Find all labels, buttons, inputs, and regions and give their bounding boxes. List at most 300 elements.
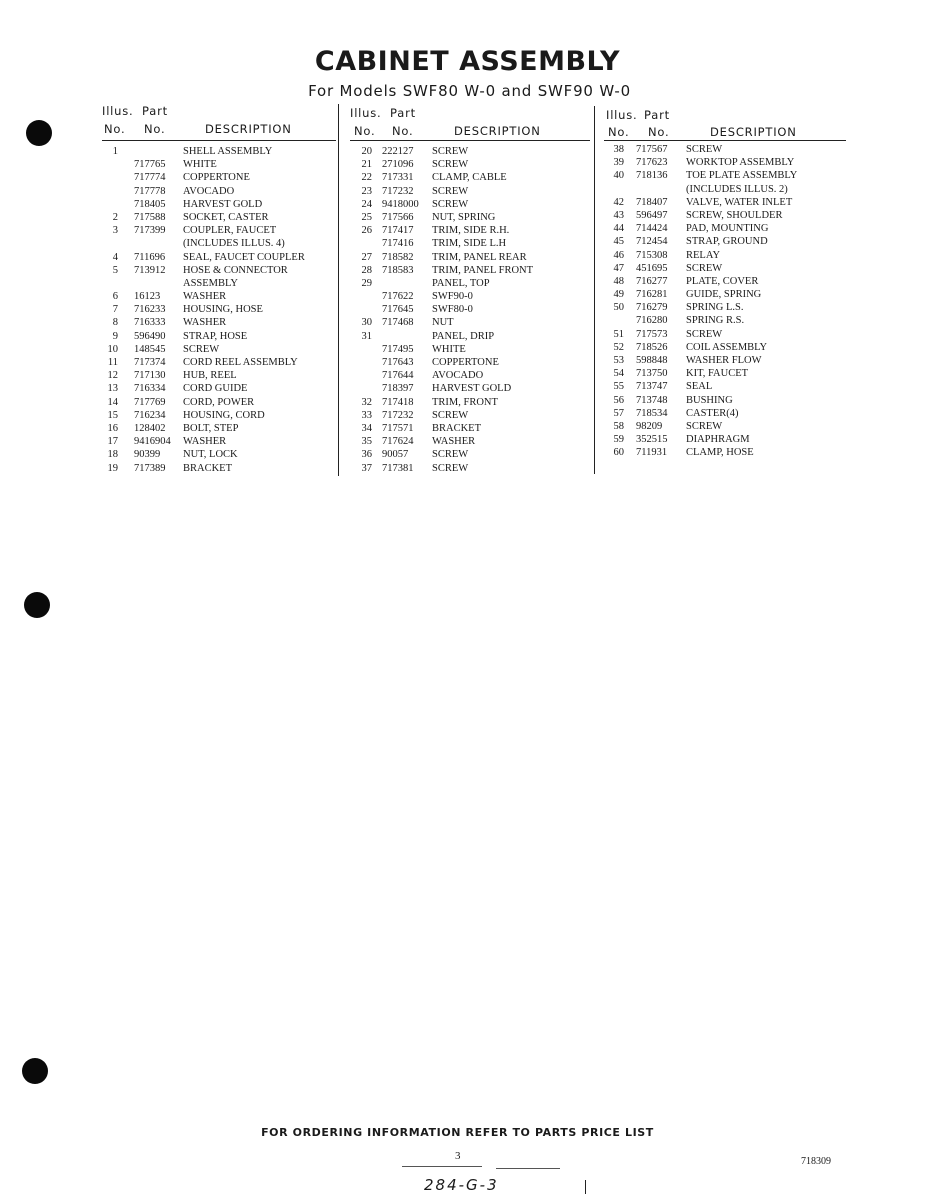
illus-number: 47 bbox=[613, 262, 624, 274]
part-description: DIAPHRAGM bbox=[686, 434, 750, 446]
part-description: WASHER bbox=[183, 317, 227, 329]
table-row bbox=[102, 369, 336, 382]
part-description: PAD, MOUNTING bbox=[686, 223, 769, 235]
part-description: STRAP, GROUND bbox=[686, 236, 768, 248]
illus-number: 42 bbox=[613, 196, 624, 208]
part-number: 16123 bbox=[134, 291, 161, 303]
part-description: CORD REEL ASSEMBLY bbox=[183, 357, 298, 368]
document-number: 718309 bbox=[801, 1156, 831, 1167]
part-description: CLAMP, HOSE bbox=[686, 447, 754, 459]
part-number: 714424 bbox=[636, 223, 668, 235]
part-description: SCREW bbox=[183, 343, 220, 355]
part-number: 713750 bbox=[636, 368, 668, 380]
illus-number: 6 bbox=[112, 291, 118, 303]
part-number: 717571 bbox=[382, 422, 414, 434]
header-description: DESCRIPTION bbox=[205, 122, 292, 136]
table-row bbox=[102, 462, 336, 475]
part-description: SPRING R.S. bbox=[686, 315, 745, 327]
part-number: 9418000 bbox=[382, 198, 419, 210]
column-divider-1 bbox=[338, 104, 339, 476]
illus-number: 37 bbox=[361, 462, 372, 474]
part-number: 716279 bbox=[636, 302, 668, 314]
part-description: TRIM, PANEL REAR bbox=[432, 251, 527, 263]
illus-number: 23 bbox=[361, 185, 372, 197]
table-row bbox=[102, 316, 336, 329]
illus-number: 24 bbox=[361, 198, 372, 210]
margin-mark bbox=[585, 1180, 586, 1194]
table-row bbox=[350, 382, 590, 395]
illus-number: 55 bbox=[613, 381, 624, 393]
illus-number: 28 bbox=[361, 264, 372, 276]
part-description: AVOCADO bbox=[183, 185, 235, 197]
part-number: 718136 bbox=[636, 170, 668, 182]
table-row bbox=[102, 198, 336, 211]
part-description: KIT, FAUCET bbox=[686, 368, 749, 380]
part-description: SPRING L.S. bbox=[686, 302, 744, 314]
part-description: AVOCADO bbox=[432, 370, 484, 382]
binder-hole-middle bbox=[24, 592, 50, 618]
part-description: GUIDE, SPRING bbox=[686, 289, 762, 301]
table-row bbox=[102, 422, 336, 435]
part-description: HARVEST GOLD bbox=[183, 198, 263, 210]
table-row bbox=[604, 367, 846, 380]
part-number: 717573 bbox=[636, 328, 668, 340]
part-number: 717331 bbox=[382, 172, 414, 184]
part-description: BRACKET bbox=[183, 462, 233, 474]
part-description: WHITE bbox=[183, 159, 217, 171]
ordering-note: FOR ORDERING INFORMATION REFER TO PARTS PRICE LIST bbox=[261, 1126, 654, 1139]
part-description: SWF80-0 bbox=[432, 304, 473, 316]
part-number: 716277 bbox=[636, 275, 668, 287]
table-row bbox=[604, 196, 846, 209]
page-title: CABINET ASSEMBLY bbox=[314, 46, 621, 77]
part-number: 717130 bbox=[134, 370, 166, 382]
illus-number: 10 bbox=[107, 343, 118, 355]
illus-number: 18 bbox=[107, 449, 118, 461]
illus-number: 7 bbox=[112, 304, 118, 316]
illus-number: 40 bbox=[613, 170, 624, 182]
part-number: 718397 bbox=[382, 383, 414, 395]
part-description: NUT, LOCK bbox=[183, 449, 238, 461]
table-row bbox=[350, 277, 590, 290]
part-description: PANEL, DRIP bbox=[432, 330, 495, 342]
part-description: ASSEMBLY bbox=[183, 277, 238, 289]
parts-column-2 bbox=[350, 104, 590, 475]
part-number: 451695 bbox=[636, 262, 668, 274]
table-row bbox=[604, 288, 846, 301]
table-row bbox=[102, 356, 336, 369]
part-number: 717624 bbox=[382, 436, 414, 448]
part-number: 716280 bbox=[636, 315, 668, 327]
part-number: 711931 bbox=[636, 447, 668, 459]
illus-number: 31 bbox=[361, 330, 372, 342]
part-description: HARVEST GOLD bbox=[432, 383, 512, 395]
table-row bbox=[102, 290, 336, 303]
parts-rows bbox=[604, 143, 846, 460]
table-row bbox=[350, 264, 590, 277]
header-description: DESCRIPTION bbox=[710, 125, 797, 139]
part-description: SEAL bbox=[686, 381, 713, 393]
part-description: NUT bbox=[432, 317, 454, 329]
part-description: WASHER bbox=[183, 291, 227, 303]
part-number: 717468 bbox=[382, 317, 414, 329]
part-description: TRIM, SIDE R.H. bbox=[432, 225, 510, 237]
illus-number: 49 bbox=[613, 289, 624, 301]
table-row bbox=[604, 249, 846, 262]
illus-number: 19 bbox=[107, 462, 118, 474]
page-subtitle: For Models SWF80 W-0 and SWF90 W-0 bbox=[308, 82, 631, 100]
part-number: 352515 bbox=[636, 434, 668, 446]
part-number: 713912 bbox=[134, 264, 166, 276]
illus-number: 39 bbox=[613, 157, 624, 169]
illus-number: 45 bbox=[613, 236, 624, 248]
part-description: RELAY bbox=[686, 249, 721, 261]
part-description: VALVE, WATER INLET bbox=[686, 196, 793, 208]
part-description: BUSHING bbox=[686, 394, 733, 406]
illus-number: 46 bbox=[613, 249, 624, 261]
illus-number: 25 bbox=[361, 211, 372, 223]
illus-number: 13 bbox=[107, 383, 118, 395]
part-number: 718407 bbox=[636, 196, 668, 208]
table-row bbox=[350, 356, 590, 369]
footer-rule-right bbox=[496, 1168, 560, 1169]
part-description: WORKTOP ASSEMBLY bbox=[686, 157, 795, 169]
table-row bbox=[350, 198, 590, 211]
table-row bbox=[350, 448, 590, 461]
part-number: 718582 bbox=[382, 251, 414, 263]
table-row bbox=[350, 462, 590, 475]
part-number: 717374 bbox=[134, 357, 166, 368]
table-row bbox=[102, 277, 336, 290]
part-number: 717623 bbox=[636, 157, 668, 169]
table-row bbox=[102, 171, 336, 184]
part-description: SHELL ASSEMBLY bbox=[183, 146, 273, 157]
table-row bbox=[604, 341, 846, 354]
part-description: COPPERTONE bbox=[183, 172, 250, 184]
illus-number: 35 bbox=[361, 436, 372, 448]
illus-number: 52 bbox=[613, 341, 624, 353]
table-row bbox=[604, 380, 846, 393]
part-number: 716234 bbox=[134, 409, 166, 421]
header-part: Part bbox=[142, 104, 168, 118]
illus-number: 33 bbox=[361, 409, 372, 421]
part-description: CLAMP, CABLE bbox=[432, 172, 507, 184]
table-row bbox=[102, 211, 336, 224]
table-row bbox=[102, 158, 336, 171]
table-row bbox=[102, 435, 336, 448]
part-description: (INCLUDES ILLUS. 4) bbox=[183, 238, 285, 250]
part-description: PLATE, COVER bbox=[686, 275, 759, 287]
part-number: 596490 bbox=[134, 330, 166, 342]
part-number: 717389 bbox=[134, 462, 166, 474]
table-row bbox=[350, 369, 590, 382]
part-description: CORD, POWER bbox=[183, 396, 255, 408]
part-number: 717588 bbox=[134, 211, 166, 223]
header-illus: Illus. bbox=[606, 108, 638, 122]
illus-number: 51 bbox=[613, 328, 624, 340]
table-row bbox=[604, 328, 846, 341]
table-row bbox=[604, 407, 846, 420]
part-number: 712454 bbox=[636, 236, 668, 248]
table-row bbox=[350, 409, 590, 422]
table-row bbox=[350, 330, 590, 343]
part-number: 98209 bbox=[636, 420, 663, 432]
header-no: No. bbox=[608, 125, 630, 139]
part-description: (INCLUDES ILLUS. 2) bbox=[686, 183, 788, 195]
table-row bbox=[604, 222, 846, 235]
table-row bbox=[350, 316, 590, 329]
part-number: 717566 bbox=[382, 211, 414, 223]
part-description: HOUSING, CORD bbox=[183, 409, 265, 421]
part-number: 715308 bbox=[636, 249, 668, 261]
part-description: BOLT, STEP bbox=[183, 422, 239, 434]
table-row bbox=[604, 420, 846, 433]
table-row bbox=[102, 330, 336, 343]
part-description: HOSE & CONNECTOR bbox=[183, 264, 288, 276]
table-row bbox=[350, 422, 590, 435]
illus-number: 43 bbox=[613, 209, 624, 221]
part-number: 717774 bbox=[134, 172, 166, 184]
header-part-no: No. bbox=[392, 124, 414, 138]
part-description: TRIM, SIDE L.H bbox=[432, 238, 507, 250]
part-number: 717232 bbox=[382, 185, 414, 197]
part-description: SWF90-0 bbox=[432, 291, 473, 303]
part-number: 90399 bbox=[134, 449, 161, 461]
illus-number: 48 bbox=[613, 275, 624, 287]
illus-number: 16 bbox=[107, 422, 118, 434]
part-description: SCREW bbox=[432, 449, 469, 461]
part-description: NUT, SPRING bbox=[432, 211, 496, 223]
illus-number: 20 bbox=[361, 146, 372, 157]
part-description: SCREW bbox=[432, 409, 469, 421]
binder-hole-top bbox=[26, 120, 52, 146]
part-description: BRACKET bbox=[432, 422, 482, 434]
illus-number: 54 bbox=[613, 368, 624, 380]
part-description: HOUSING, HOSE bbox=[183, 304, 263, 316]
part-number: 716333 bbox=[134, 317, 166, 329]
part-description: SCREW, SHOULDER bbox=[686, 209, 783, 221]
table-row bbox=[102, 185, 336, 198]
table-row bbox=[604, 262, 846, 275]
part-number: 90057 bbox=[382, 449, 409, 461]
part-description: COPPERTONE bbox=[432, 357, 499, 368]
part-description: CASTER(4) bbox=[686, 407, 739, 419]
part-description: SCREW bbox=[686, 328, 723, 340]
table-row bbox=[350, 237, 590, 250]
part-number: 717622 bbox=[382, 291, 414, 303]
part-number: 717416 bbox=[382, 238, 414, 250]
table-row bbox=[350, 171, 590, 184]
part-number: 717232 bbox=[382, 409, 414, 421]
table-row bbox=[350, 303, 590, 316]
part-description: SCREW bbox=[432, 146, 469, 157]
part-number: 717417 bbox=[382, 225, 414, 237]
parts-rows bbox=[350, 145, 590, 475]
illus-number: 60 bbox=[613, 447, 624, 459]
table-row bbox=[350, 145, 590, 158]
illus-number: 1 bbox=[112, 146, 118, 157]
table-row bbox=[350, 224, 590, 237]
illus-number: 53 bbox=[613, 355, 624, 366]
table-row bbox=[350, 211, 590, 224]
illus-number: 17 bbox=[107, 436, 118, 448]
illus-number: 26 bbox=[361, 225, 372, 237]
table-row bbox=[604, 314, 846, 327]
illus-number: 56 bbox=[613, 394, 624, 406]
handwritten-note: 284-G-3 bbox=[424, 1176, 499, 1194]
parts-rows bbox=[102, 145, 336, 475]
parts-column-3 bbox=[604, 104, 846, 460]
table-row bbox=[604, 183, 846, 196]
part-number: 713747 bbox=[636, 381, 668, 393]
illus-number: 4 bbox=[112, 251, 118, 263]
part-description: SCREW bbox=[432, 159, 469, 171]
table-row bbox=[604, 235, 846, 248]
header-part-no: No. bbox=[144, 122, 166, 136]
header-description: DESCRIPTION bbox=[454, 124, 541, 138]
binder-hole-bottom bbox=[22, 1058, 48, 1084]
illus-number: 59 bbox=[613, 434, 624, 446]
table-row bbox=[102, 237, 336, 250]
table-row bbox=[604, 446, 846, 459]
part-number: 598848 bbox=[636, 355, 668, 366]
illus-number: 57 bbox=[613, 407, 624, 419]
illus-number: 5 bbox=[112, 264, 118, 276]
header-no: No. bbox=[354, 124, 376, 138]
part-number: 717644 bbox=[382, 370, 414, 382]
illus-number: 21 bbox=[361, 159, 372, 171]
table-row bbox=[102, 448, 336, 461]
part-number: 596497 bbox=[636, 209, 668, 221]
part-description: WHITE bbox=[432, 343, 466, 355]
table-row bbox=[604, 394, 846, 407]
illus-number: 27 bbox=[361, 251, 372, 263]
illus-number: 3 bbox=[112, 225, 118, 237]
column-header bbox=[102, 104, 336, 141]
part-number: 128402 bbox=[134, 422, 166, 434]
part-number: 717399 bbox=[134, 225, 166, 237]
part-number: 716334 bbox=[134, 383, 166, 395]
table-row bbox=[350, 290, 590, 303]
table-row bbox=[102, 382, 336, 395]
table-row bbox=[604, 156, 846, 169]
part-description: TRIM, FRONT bbox=[432, 396, 498, 408]
part-description: SCREW bbox=[686, 144, 723, 155]
part-description: SCREW bbox=[686, 420, 723, 432]
table-row bbox=[604, 209, 846, 222]
parts-column-1 bbox=[102, 104, 336, 475]
part-number: 718583 bbox=[382, 264, 414, 276]
illus-number: 14 bbox=[107, 396, 118, 408]
part-description: STRAP, HOSE bbox=[183, 330, 248, 342]
header-part-no: No. bbox=[648, 125, 670, 139]
part-number: 271096 bbox=[382, 159, 414, 171]
table-row bbox=[604, 301, 846, 314]
table-row bbox=[102, 409, 336, 422]
part-number: 713748 bbox=[636, 394, 668, 406]
table-row bbox=[350, 185, 590, 198]
part-description: SCREW bbox=[686, 262, 723, 274]
illus-number: 8 bbox=[112, 317, 118, 329]
header-no: No. bbox=[104, 122, 126, 136]
table-row bbox=[102, 224, 336, 237]
table-row bbox=[350, 396, 590, 409]
part-description: SOCKET, CASTER bbox=[183, 211, 269, 223]
table-row bbox=[350, 343, 590, 356]
column-divider-2 bbox=[594, 106, 595, 474]
part-number: 717769 bbox=[134, 396, 166, 408]
table-row bbox=[604, 169, 846, 182]
illus-number: 36 bbox=[361, 449, 372, 461]
illus-number: 44 bbox=[613, 223, 624, 235]
table-row bbox=[604, 433, 846, 446]
part-number: 9416904 bbox=[134, 436, 171, 448]
header-part: Part bbox=[644, 108, 670, 122]
part-number: 717643 bbox=[382, 357, 414, 368]
illus-number: 15 bbox=[107, 409, 118, 421]
illus-number: 58 bbox=[613, 420, 624, 432]
table-row bbox=[350, 158, 590, 171]
part-number: 717567 bbox=[636, 144, 668, 155]
part-description: SCREW bbox=[432, 198, 469, 210]
illus-number: 9 bbox=[112, 330, 118, 342]
illus-number: 22 bbox=[361, 172, 372, 184]
part-description: WASHER FLOW bbox=[686, 355, 762, 366]
part-number: 716233 bbox=[134, 304, 166, 316]
table-row bbox=[102, 264, 336, 277]
part-number: 717778 bbox=[134, 185, 166, 197]
illus-number: 30 bbox=[361, 317, 372, 329]
column-header bbox=[350, 104, 590, 141]
table-row bbox=[102, 145, 336, 158]
part-number: 717418 bbox=[382, 396, 414, 408]
part-number: 222127 bbox=[382, 146, 414, 157]
part-description: SCREW bbox=[432, 185, 469, 197]
table-row bbox=[102, 343, 336, 356]
illus-number: 11 bbox=[107, 357, 118, 368]
table-row bbox=[604, 354, 846, 367]
table-row bbox=[604, 275, 846, 288]
part-description: COUPLER, FAUCET bbox=[183, 225, 277, 237]
part-description: TOE PLATE ASSEMBLY bbox=[686, 170, 798, 182]
illus-number: 50 bbox=[613, 302, 624, 314]
part-description: PANEL, TOP bbox=[432, 277, 490, 289]
illus-number: 38 bbox=[613, 144, 624, 155]
illus-number: 12 bbox=[107, 370, 118, 382]
header-illus: Illus. bbox=[350, 106, 382, 120]
part-description: TRIM, PANEL FRONT bbox=[432, 264, 534, 276]
illus-number: 2 bbox=[112, 211, 118, 223]
table-row bbox=[350, 435, 590, 448]
part-number: 148545 bbox=[134, 343, 166, 355]
illus-number: 29 bbox=[361, 277, 372, 289]
table-row bbox=[350, 251, 590, 264]
part-number: 717765 bbox=[134, 159, 166, 171]
part-number: 718405 bbox=[134, 198, 166, 210]
part-number: 717645 bbox=[382, 304, 414, 316]
footer-rule-left bbox=[402, 1166, 482, 1167]
header-illus: Illus. bbox=[102, 104, 134, 118]
part-description: WASHER bbox=[432, 436, 476, 448]
table-row bbox=[604, 143, 846, 156]
table-row bbox=[102, 251, 336, 264]
illus-number: 32 bbox=[361, 396, 372, 408]
part-number: 718534 bbox=[636, 407, 668, 419]
part-number: 717381 bbox=[382, 462, 414, 474]
table-row bbox=[102, 303, 336, 316]
part-number: 711696 bbox=[134, 251, 166, 263]
part-number: 718526 bbox=[636, 341, 668, 353]
